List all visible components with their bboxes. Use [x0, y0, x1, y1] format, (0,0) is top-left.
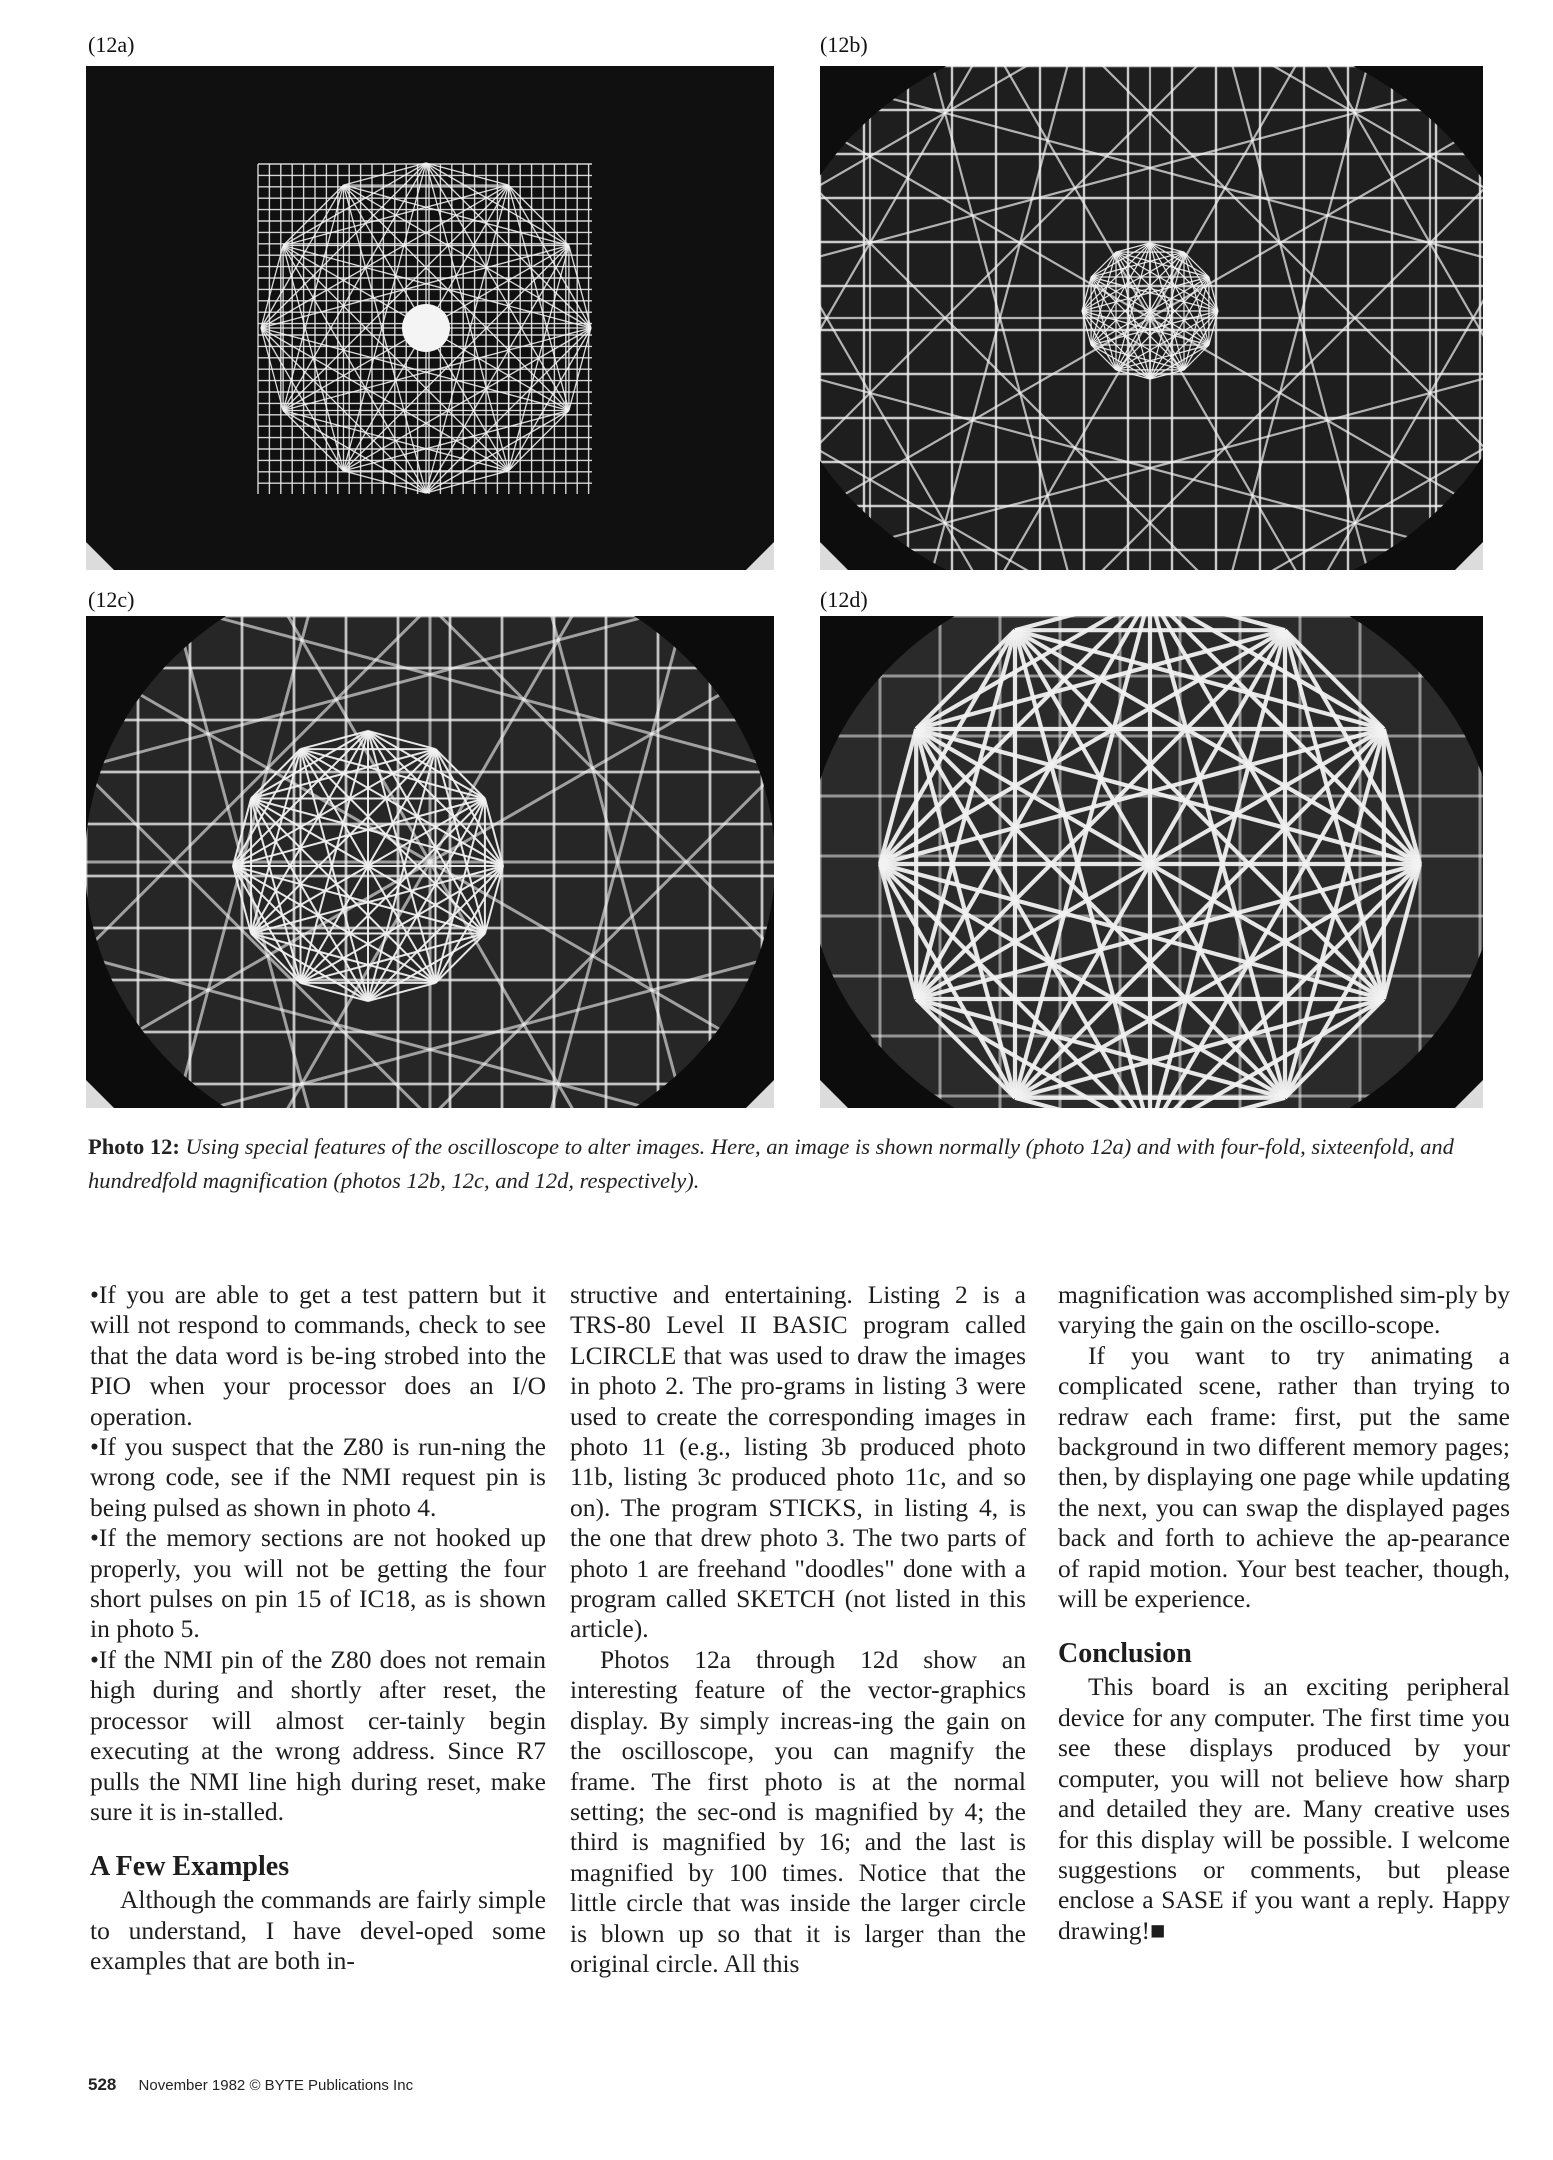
- body-paragraph: This board is an exciting peripheral device for any computer. The first time you see these displays produced by your computer, you will not believe how sharp and detailed they are. Many creative uses for this display will be possible. I welcome suggestions or comments, but please enclose a SASE if you want a reply. Happy drawing!■: [1058, 1672, 1510, 1945]
- photo-12d: [820, 616, 1483, 1108]
- photo-12c: [86, 616, 774, 1108]
- photo-caption: [88, 1130, 1498, 1198]
- photo-12a: [86, 66, 774, 570]
- column-1: [90, 1280, 546, 1977]
- body-paragraph: Although the commands are fairly simple to understand, I have devel-oped some examples that are both in-: [90, 1885, 546, 1976]
- section-heading-examples: A Few Examples: [90, 1851, 290, 1883]
- body-paragraph: If you want to try animating a complicated scene, rather than trying to redraw each frame: first, put the same background in two different memory pages; then, by displaying one page while updating the next, you can swap the displayed pages back and forth to achieve the ap-pearance of rapid motion. Your best teacher, though, will be experience.: [1058, 1340, 1510, 1614]
- caption-text: Using special features of the oscilloscope to alter images. Here, an image is shown normally (photo 12a) and with four-fold, sixteenfold, and hundredfold magnification (photos 12b, 12c, and 12d, respectively).: [88, 1134, 1454, 1193]
- column-2: [570, 1280, 1026, 1979]
- body-paragraph: magnification was accomplished sim-ply by varying the gain on the oscillo-scope.: [1058, 1280, 1510, 1340]
- photo-12b: [820, 66, 1483, 570]
- body-paragraph: structive and entertaining. Listing 2 is a TRS-80 Level II BASIC program called LCIRCLE that was used to draw the images in photo 2. The pro-grams in listing 3 were used to create the corresponding images in photo 11 (e.g., listing 3b produced photo 11b, listing 3c produced photo 11c, and so on). The program STICKS, in listing 4, is the one that drew photo 3. The two parts of photo 1 are freehand "doodles" done with a program called SKETCH (not listed in this article).: [570, 1280, 1026, 1644]
- section-heading-conclusion: Conclusion: [1058, 1638, 1192, 1670]
- troubleshooting-bullet: •If the memory sections are not hooked up properly, you will not be getting the four short pulses on pin 15 of IC18, as is shown in photo 5.: [90, 1523, 546, 1644]
- photo-label-12d: (12d): [820, 587, 868, 612]
- caption-lead: Photo 12:: [88, 1134, 180, 1159]
- photo-label-12b: (12b): [820, 32, 868, 57]
- troubleshooting-bullet: •If you suspect that the Z80 is run-ning the wrong code, see if the NMI request pin is being pulsed as shown in photo 4.: [90, 1432, 546, 1522]
- footer-publication: November 1982 © BYTE Publications Inc: [138, 2077, 414, 2094]
- column-3: [1058, 1280, 1510, 1946]
- page-footer: [88, 2075, 413, 2095]
- troubleshooting-bullet: •If you are able to get a test pattern but it will not respond to commands, check to see that the data word is be-ing strobed into the PIO when your processor does an I/O operation.: [90, 1280, 546, 1431]
- troubleshooting-bullet: •If the NMI pin of the Z80 does not remain high during and shortly after reset, the processor will almost cer-tainly begin executing at the wrong address. Since R7 pulls the NMI line high during reset, make sure it is in-stalled.: [90, 1644, 546, 1826]
- photo-label-12c: (12c): [88, 587, 135, 612]
- photo-label-12a: (12a): [88, 32, 135, 57]
- page-number: 528: [88, 2075, 117, 2094]
- body-paragraph: Photos 12a through 12d show an interesting feature of the vector-graphics display. By simply increas-ing the gain on the oscilloscope, you can magnify the frame. The first photo is at the normal setting; the sec-ond is magnified by 4; the third is magnified by 16; and the last is magnified by 100 times. Notice that the little circle that was inside the larger circle is blown up so that it is larger than the original circle. All this: [570, 1644, 1026, 1978]
